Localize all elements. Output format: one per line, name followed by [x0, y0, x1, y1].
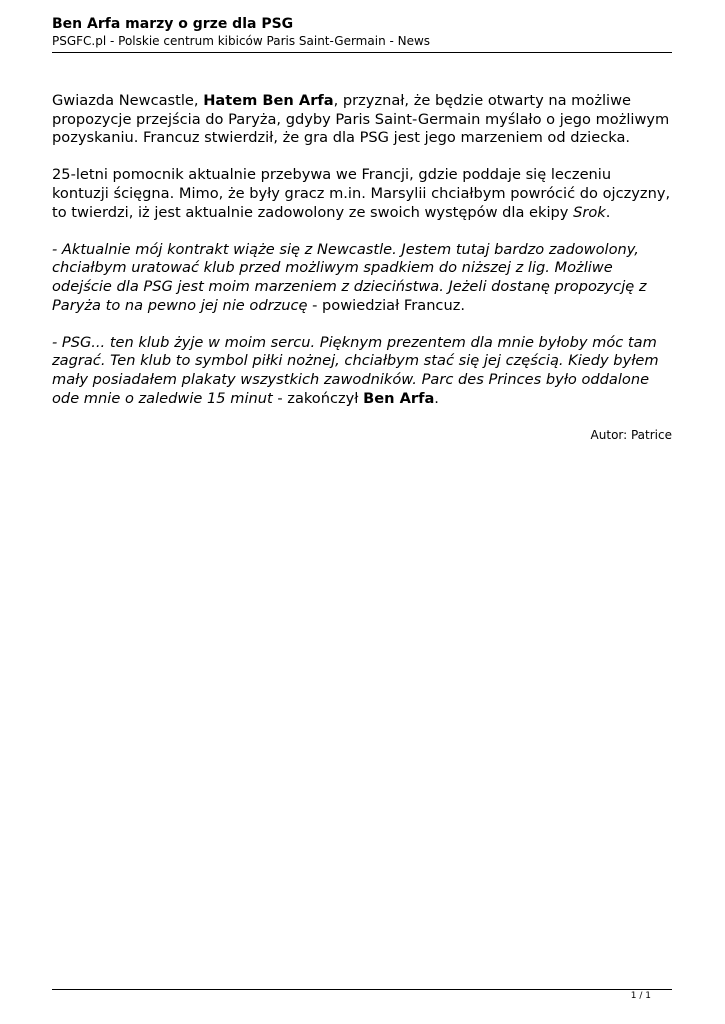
article-paragraph-4: [52, 334, 672, 408]
p3-italic-quote: - Aktualnie mój kontrakt wiąże się z Newcastle. Jestem tutaj bardzo zadowolony, chciałbym uratować klub przed możliwym spadkiem do niższej z lig. Możliwe odejście dla PSG jest moim marzeniem z dzieciństwa. Jeżeli dostanę propozycję z Paryża to na pewno jej nie odrzucę: [52, 240, 647, 314]
p1-text-after: , przyznał, że będzie otwarty na możliwe propozycje przejścia do Paryża, gdyby Paris Saint-Germain myślało o jego możliwym pozyskaniu. Francuz stwierdził, że gra dla PSG jest jego marzeniem od dziecka.: [52, 92, 670, 147]
p4-text-middle: - zakończył: [272, 389, 364, 407]
p4-bold-name: Ben Arfa: [363, 389, 435, 407]
page-title: Ben Arfa marzy o grze dla PSG: [52, 16, 294, 32]
footer-divider: [52, 989, 672, 990]
page-header: [52, 15, 672, 50]
p4-italic-quote: - PSG... ten klub żyje w moim sercu. Pięknym prezentem dla mnie byłoby móc tam zagrać. Ten klub to symbol piłki nożnej, chciałbym stać się jej częścią. Kiedy byłem mały posiadałem plakaty wszystkich zawodników. Parc des Princes było oddalone ode mnie o zaledwie 15 minut: [52, 333, 659, 407]
article-author: Autor: Patrice: [590, 427, 672, 442]
header-divider: [52, 52, 672, 53]
p3-text-after: - powiedział Francuz.: [307, 296, 466, 314]
p2-text-before: 25-letni pomocnik aktualnie przebywa we Francji, gdzie poddaje się leczeniu kontuzji ścięgna. Mimo, że były gracz m.in. Marsylii chciałbym powrócić do ojczyzny, to twierdzi, iż jest aktualnie zadowolony ze swoich występów dla ekipy: [52, 166, 671, 221]
page-number: 1 / 1: [630, 991, 651, 1001]
article-paragraph-1: [52, 92, 672, 148]
p1-text-before: Gwiazda Newcastle,: [52, 92, 204, 109]
article-body: [52, 92, 672, 444]
p4-text-after: .: [434, 389, 439, 407]
article-paragraph-2: [52, 166, 672, 222]
p1-bold-name: Hatem Ben Arfa: [203, 92, 334, 109]
p2-text-after: .: [605, 203, 611, 221]
article-paragraph-3: [52, 241, 672, 315]
p2-italic-team: Srok: [573, 203, 606, 221]
site-subtitle: PSGFC.pl - Polskie centrum kibiców Paris Saint-Germain - News: [52, 34, 431, 48]
